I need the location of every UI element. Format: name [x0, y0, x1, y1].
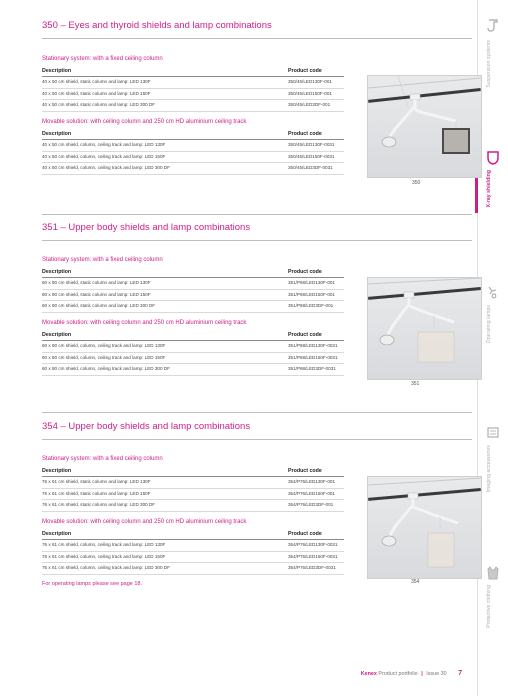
table-row	[42, 341, 344, 353]
row-product-code: 350/45/LED150F-0031	[288, 153, 335, 159]
product-photo-350	[367, 75, 482, 178]
row-description: 40 x 50 cm shield, column, ceiling track and lamp: LED 150F	[42, 153, 166, 159]
group-heading: Stationary system: with a fixed ceiling column	[42, 257, 163, 263]
row-product-code: 354/P76/LED130F-001	[288, 479, 335, 484]
sidebar-item-label: Suspension systems	[486, 40, 492, 88]
photo-caption: 351	[411, 381, 420, 387]
photo-caption: 354	[411, 579, 420, 585]
row-description: 40 x 50 cm shield, static column and lamp: LED 300 DF	[42, 102, 156, 107]
sidebar-item-imaging-accessories[interactable]	[478, 425, 508, 493]
operating-lamps-note[interactable]: For operating lamps please see page 18.	[42, 581, 142, 587]
row-description: 76 x 61 cm shield, static column and lamp: LED 150F	[42, 490, 151, 496]
group-heading: Stationary system: with a fixed ceiling column	[42, 56, 163, 62]
row-description: 60 x 80 cm shield, column, ceiling track and lamp: LED 130F	[42, 343, 166, 348]
row-description: 60 x 80 cm shield, column, ceiling track and lamp: LED 150F	[42, 354, 166, 360]
row-product-code: 350/45/LED3DF-0031	[288, 165, 333, 170]
table-row	[42, 278, 344, 290]
table-row	[42, 152, 344, 164]
footer-brand: Kenex	[360, 671, 377, 677]
sidebar-item-label: Protective clothing	[486, 585, 492, 628]
row-description: 60 x 80 cm shield, static column and lamp: LED 130F	[42, 280, 151, 285]
table-row	[42, 563, 344, 575]
section-rule	[42, 38, 472, 39]
product-table-stationary	[42, 267, 344, 313]
product-photo-351	[367, 277, 482, 380]
table-row	[42, 290, 344, 302]
section-title: 351 – Upper body shields and lamp combinations	[42, 222, 251, 233]
sidebar-item-x-ray-shielding[interactable]	[478, 150, 508, 208]
product-table-movable	[42, 129, 344, 175]
row-product-code: 354/P76/LED3DF-001	[288, 502, 334, 507]
row-description: 40 x 50 cm shield, static column and lamp: LED 150F	[42, 90, 151, 96]
footer-separator: |	[421, 671, 423, 677]
column-header-product-code: Product code	[288, 68, 322, 74]
column-header-product-code: Product code	[288, 332, 322, 338]
group-heading: Movable solution: with ceiling column and 250 cm HD aluminium ceiling track	[42, 119, 247, 125]
imaging-icon	[486, 425, 500, 441]
photo-caption: 350	[412, 180, 421, 186]
section-rule	[42, 439, 472, 440]
column-header-description: Description	[42, 531, 72, 537]
column-header-description: Description	[42, 468, 72, 474]
column-header-description: Description	[42, 68, 72, 74]
group-heading: Movable solution: with ceiling column and 250 cm HD aluminium ceiling track	[42, 519, 247, 525]
row-product-code: 351/P68/LED130F-001	[288, 280, 335, 285]
row-product-code: 350/45/LED150F-001	[288, 90, 332, 96]
group-heading: Stationary system: with a fixed ceiling column	[42, 456, 163, 462]
table-header	[42, 529, 344, 540]
table-header	[42, 466, 344, 477]
sidebar-item-suspension-systems[interactable]	[478, 18, 508, 88]
row-description: 40 x 50 cm shield, static column and lamp: LED 130F	[42, 79, 151, 84]
page-footer	[361, 670, 462, 677]
table-row	[42, 140, 344, 152]
row-description: 60 x 80 cm shield, static column and lamp: LED 150F	[42, 291, 151, 297]
table-header	[42, 267, 344, 278]
column-header-product-code: Product code	[288, 269, 322, 275]
sidebar-item-protective-clothing[interactable]	[478, 565, 508, 628]
row-description: 60 x 80 cm shield, static column and lamp: LED 300 DF	[42, 303, 156, 308]
row-product-code: 351/P68/LED150F-0031	[288, 354, 338, 360]
table-header	[42, 66, 344, 77]
footer-portfolio: Product portfolio	[378, 671, 418, 677]
table-row	[42, 353, 344, 365]
row-description: 76 x 61 cm shield, static column and lamp: LED 130F	[42, 479, 151, 484]
section-title: 354 – Upper body shields and lamp combinations	[42, 421, 251, 432]
table-header	[42, 330, 344, 341]
product-photo-354	[367, 476, 482, 579]
row-product-code: 350/45/LED3DF-001	[288, 102, 331, 107]
product-table-movable	[42, 330, 344, 376]
row-description: 40 x 50 cm shield, column, ceiling track and lamp: LED 130F	[42, 142, 166, 147]
section-title: 350 – Eyes and thyroid shields and lamp combinations	[42, 20, 272, 31]
row-description: 76 x 61 cm shield, column, ceiling track and lamp: LED 300 DF	[42, 565, 170, 570]
row-product-code: 354/P76/LED150F-001	[288, 490, 335, 496]
table-row	[42, 100, 344, 112]
section-rule	[42, 214, 472, 215]
product-table-stationary	[42, 466, 344, 512]
row-product-code: 351/P68/LED3DF-0031	[288, 366, 336, 371]
suspension-hook-icon	[486, 18, 500, 34]
table-row	[42, 500, 344, 512]
table-row	[42, 89, 344, 101]
table-row	[42, 552, 344, 564]
row-product-code: 354/P76/LED130F-0031	[288, 542, 338, 547]
product-photo-illustration	[368, 477, 481, 578]
column-header-product-code: Product code	[288, 131, 322, 137]
sidebar-item-operating-lamps[interactable]	[478, 285, 508, 344]
sidebar-item-label: X-ray shielding	[486, 170, 492, 208]
shield-icon	[486, 150, 500, 166]
page-number: 7	[458, 670, 462, 677]
table-header	[42, 129, 344, 140]
apron-icon	[486, 565, 500, 581]
table-row	[42, 489, 344, 501]
table-row	[42, 77, 344, 89]
column-header-description: Description	[42, 269, 72, 275]
table-row	[42, 163, 344, 175]
row-description: 76 x 61 cm shield, column, ceiling track and lamp: LED 150F	[42, 553, 166, 559]
product-table-stationary	[42, 66, 344, 112]
row-description: 76 x 61 cm shield, column, ceiling track and lamp: LED 130F	[42, 542, 166, 547]
row-description: 76 x 61 cm shield, static column and lamp: LED 300 DF	[42, 502, 156, 507]
column-header-description: Description	[42, 131, 72, 137]
table-row	[42, 540, 344, 552]
row-description: 60 x 80 cm shield, column, ceiling track and lamp: LED 300 DF	[42, 366, 170, 371]
sidebar-item-label: Operating lamps	[486, 305, 492, 344]
section-rule	[42, 412, 472, 413]
table-row	[42, 477, 344, 489]
product-photo-illustration	[368, 76, 481, 177]
row-product-code: 351/P68/LED130F-0031	[288, 343, 338, 348]
section-rule	[42, 240, 472, 241]
product-table-movable	[42, 529, 344, 575]
group-heading: Movable solution: with ceiling column and 250 cm HD aluminium ceiling track	[42, 320, 247, 326]
footer-issue: Issue 30	[426, 671, 447, 677]
table-row	[42, 301, 344, 313]
row-product-code: 350/45/LED130F-001	[288, 79, 332, 84]
row-description: 40 x 50 cm shield, column, ceiling track and lamp: LED 300 DF	[42, 165, 170, 170]
row-product-code: 351/P68/LED3DF-001	[288, 303, 334, 308]
product-photo-illustration	[368, 278, 481, 379]
column-header-product-code: Product code	[288, 531, 322, 537]
row-product-code: 350/45/LED130F-0031	[288, 142, 335, 147]
column-header-description: Description	[42, 332, 72, 338]
row-product-code: 354/P76/LED150F-0031	[288, 553, 338, 559]
sidebar-item-label: Imaging accessories	[486, 445, 492, 493]
table-row	[42, 364, 344, 376]
column-header-product-code: Product code	[288, 468, 322, 474]
row-product-code: 351/P68/LED150F-001	[288, 291, 335, 297]
lamp-icon	[486, 285, 500, 301]
row-product-code: 354/P76/LED3DF-0031	[288, 565, 336, 570]
